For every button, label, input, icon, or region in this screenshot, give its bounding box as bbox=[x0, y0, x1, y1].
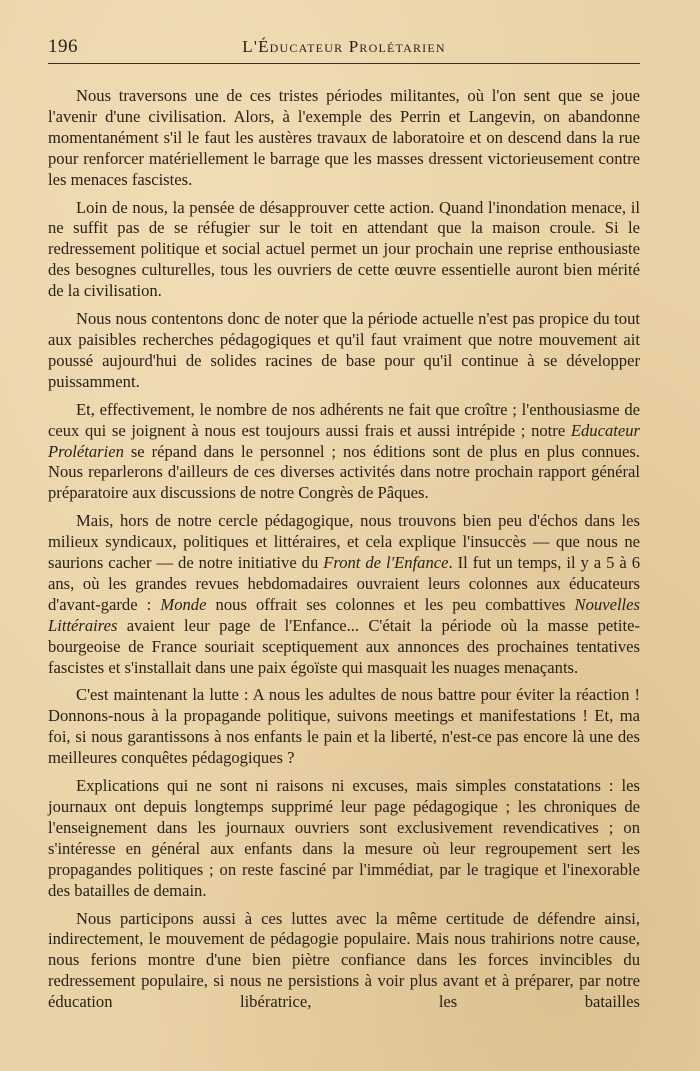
running-title: L'Éducateur Prolétarien bbox=[242, 37, 446, 56]
text-run: Nous traversons une de ces tristes périodes militantes, où l'on sent que se joue l'avenir d'une civilisation. Alors, à l'exemple des Perrin et Langevin, on abandonne momentanément s'il le faut les austères travaux de laboratoire et on descend dans la rue pour renforcer matériellement le barrage que les masses dressent victorieusement contre les menaces fascistes. bbox=[48, 86, 640, 189]
text-run: avaient leur page de l'Enfance... C'était la période où la masse petite-bourgeoise de France souriait sceptiquement aux annonces des prochaines tentatives fascistes et s'installait dans une paix égoïste qui masquait les nuages menaçants. bbox=[48, 615, 640, 677]
text-run: Nous participons aussi à ces luttes avec la même certitude de défendre ainsi, indirectement, le mouvement de pédagogie populaire. Mais nous trahirions notre cause, nous ferions montre d'une bien piètre confiance dans les forces invincibles du redressement populaire, si nous ne persistions à voir plus avant et à préparer, par notre éducation libératrice, les batailles bbox=[48, 908, 640, 1012]
italic-title: Monde bbox=[160, 594, 207, 614]
article-body bbox=[48, 86, 640, 1013]
text-run: C'est maintenant la lutte : A nous les adultes de nous battre pour éviter la réaction ! Donnons-nous à la propagande politique, suivons meetings et manifestations ! Et, ma foi, si nous garantissons à nos enfants le pain et la liberté, n'est-ce pas encore là une des meilleures conquêtes pédagogiques ? bbox=[48, 685, 640, 768]
text-run: se répand dans le personnel ; nos éditions sont de plus en plus connues. Nous reparlerons d'ailleurs de ces diverses activités dans notre prochain rapport général préparatoire aux discussions de notre Congrès de Pâques. bbox=[48, 441, 640, 503]
page-header bbox=[48, 36, 640, 64]
text-run: Loin de nous, la pensée de désapprouver cette action. Quand l'inondation menace, il ne suffit pas de se réfugier sur le toit en attendant que la maison croule. Si le redressement politique et social actuel permet un jour prochain une reprise enthousiaste des besognes culturelles, tous les ouvriers de cette œuvre essentielle auront bien mérité de la civilisation. bbox=[48, 197, 640, 301]
text-run: Nous nous contentons donc de noter que la période actuelle n'est pas propice du tout aux paisibles recherches pédagogiques et qu'il faut vraiment que notre mouvement ait poussé aujourd'hui de solides racines de base pour qu'il continue à se développer puissamment. bbox=[48, 309, 640, 391]
paragraph bbox=[48, 309, 640, 393]
paragraph bbox=[48, 909, 640, 1014]
text-run: Explications qui ne sont ni raisons ni excuses, mais simples constatations : les journaux ont depuis longtemps supprimé leur page pédagogique ; les chroniques de l'enseignement dans les journaux ouvriers sont exclusivement revendicatives ; on s'intéresse en général aux enfants dans la mesure où leur regroupement sert les propagandes politiques ; on reste fasciné par l'immédiat, par le tragique et l'inexorable des batailles de demain. bbox=[48, 776, 640, 900]
text-run: . Il fut un temps, il y a 5 à 6 ans, où les grandes revues hebdomadaires ouvraient leurs colonnes aux éducateurs d'avant-garde : bbox=[48, 553, 640, 614]
paragraph bbox=[48, 776, 640, 901]
italic-title: Educateur Prolétarien bbox=[48, 420, 640, 461]
page-number: 196 bbox=[48, 36, 78, 57]
paragraph bbox=[48, 86, 640, 191]
text-run: Mais, hors de notre cercle pédagogique, nous trouvons bien peu d'échos dans les milieux syndicaux, politiques et littéraires, et cela explique l'insuccès — que nous ne saurions cacher — de notre initiative du bbox=[48, 511, 640, 573]
paragraph bbox=[48, 685, 640, 769]
italic-title: Front de l'Enfance bbox=[323, 553, 449, 573]
paragraph bbox=[48, 198, 640, 303]
paragraph bbox=[48, 400, 640, 505]
paragraph bbox=[48, 511, 640, 678]
italic-title: Nouvelles Littéraires bbox=[48, 594, 640, 635]
text-run: nous offrait ses colonnes et les peu combattives bbox=[206, 594, 575, 614]
text-run: Et, effectivement, le nombre de nos adhérents ne fait que croître ; l'enthousiasme de ceux qui se joignent à nous est toujours aussi frais et aussi intrépide ; notre bbox=[48, 399, 640, 440]
document-page bbox=[48, 36, 640, 1020]
